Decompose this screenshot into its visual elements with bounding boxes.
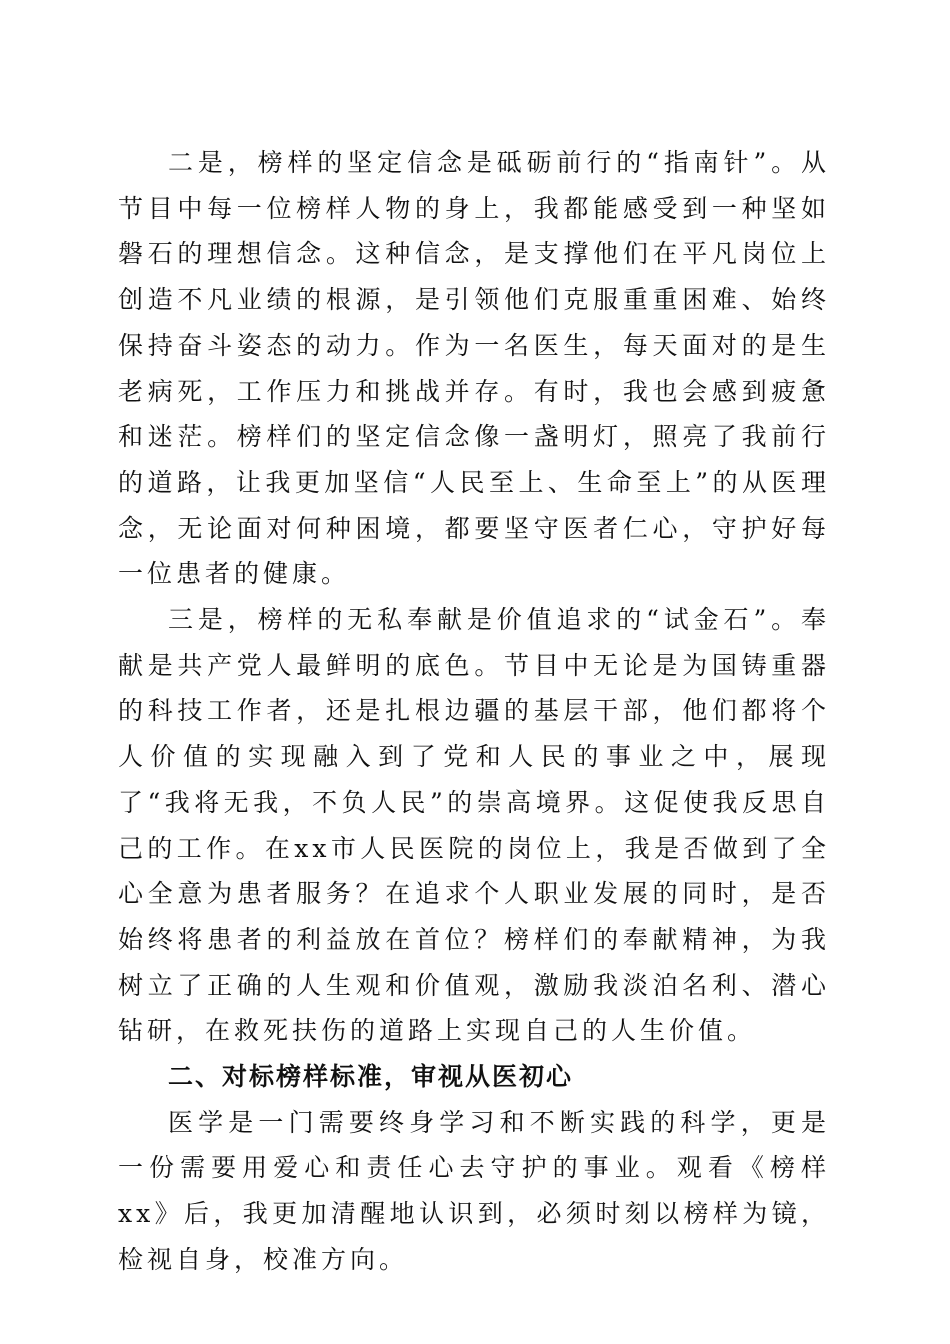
paragraph-dedication: 三是，榜样的无私奉献是价值追求的“试金石”。奉献是共产党人最鲜明的底色。节目中无论是为国铸重器的科技工作者，还是扎根边疆的基层干部，他们都将个人价值的实现融入到了党和人民的事业之中，展现了“我将无我，不负人民”的崇高境界。这促使我反思自己的工作。在xx市人民医院的岗位上，我是否做到了全心全意为患者服务？在追求个人职业发展的同时，是否始终将患者的利益放在首位？榜样们的奉献精神，为我树立了正确的人生观和价值观，激励我淡泊名利、潜心钻研，在救死扶伤的道路上实现自己的人生价值。 xyxy=(118,605,830,1046)
paragraph-faith: 二是，榜样的坚定信念是砥砺前行的“指南针”。从节目中每一位榜样人物的身上，我都能感受到一种坚如磐石的理想信念。这种信念，是支撑他们在平凡岗位上创造不凡业绩的根源，是引领他们克服重重困难、始终保持奋斗姿态的动力。作为一名医生，每天面对的是生老病死，工作压力和挑战并存。有时，我也会感到疲惫和迷茫。榜样们的坚定信念像一盏明灯，照亮了我前行的道路，让我更加坚信“人民至上、生命至上”的从医理念，无论面对何种困境，都要坚守医者仁心，守护好每一位患者的健康。 xyxy=(118,148,830,589)
paragraph-medicine: 医学是一门需要终身学习和不断实践的科学，更是一份需要用爱心和责任心去守护的事业。观看《榜样xx》后，我更加清醒地认识到，必须时刻以榜样为镜，检视自身，校准方向。 xyxy=(118,1107,830,1274)
section-heading: 二、对标榜样标准，审视从医初心 xyxy=(168,1062,574,1092)
document-body xyxy=(118,140,830,1283)
